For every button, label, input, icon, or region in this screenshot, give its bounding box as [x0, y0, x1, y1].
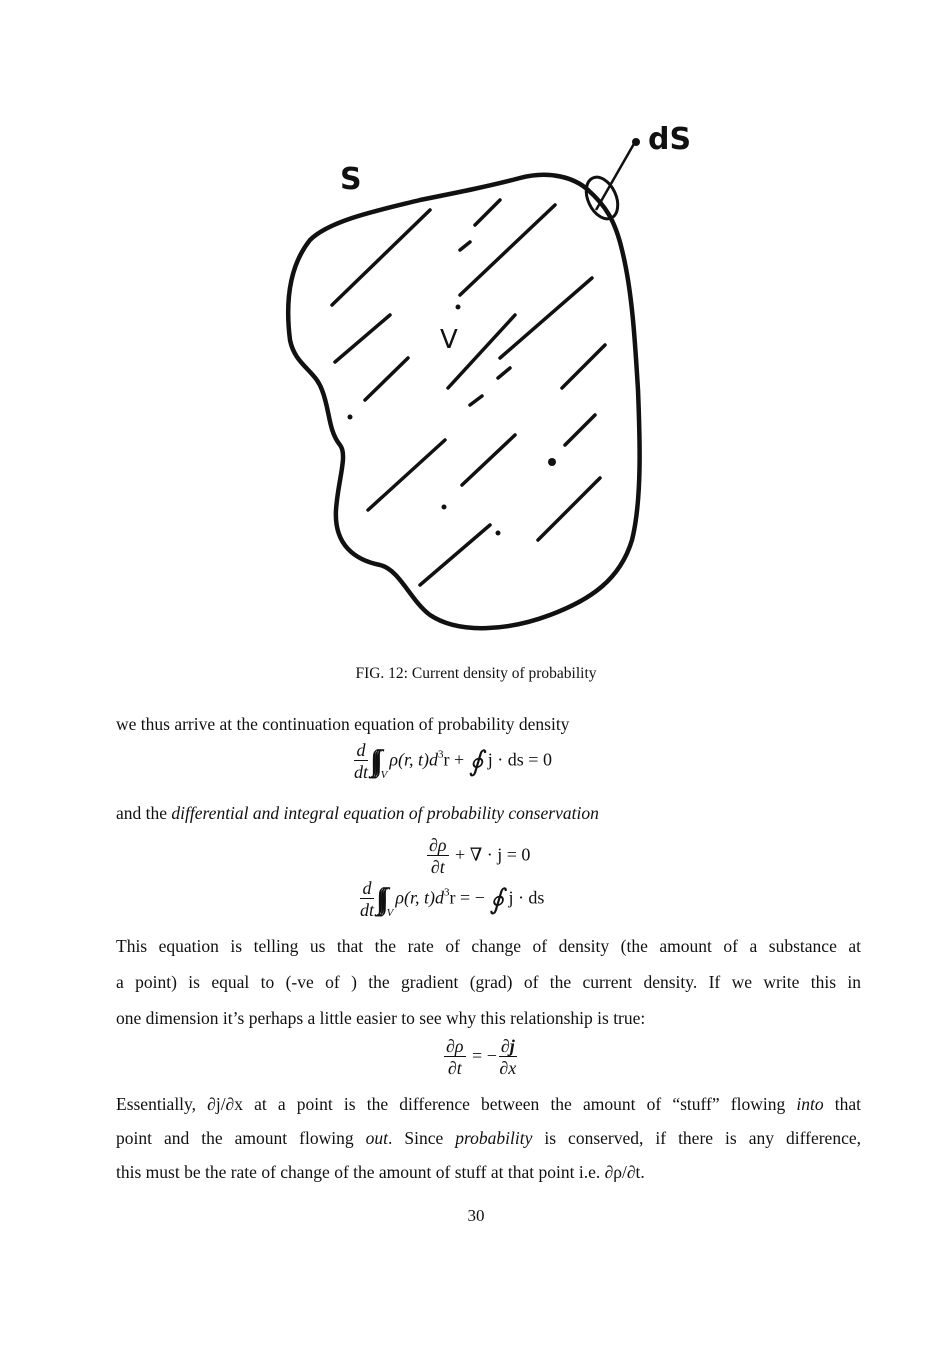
figure-caption: FIG. 12: Current density of probability [355, 665, 597, 682]
blob-diagram [270, 100, 710, 640]
ds-pointer [596, 142, 635, 210]
label-v: V [440, 325, 458, 355]
figure-current-density [270, 100, 710, 640]
label-ds: dS [648, 122, 692, 157]
para1-line3: one dimension it’s perhaps a little easier to see why this relationship is true: [116, 1008, 646, 1028]
equation-differential: $\frac{\partial\rho}{\partial t}$ + ∇ · j = 0 [429, 835, 531, 877]
para1-line1: This equation is telling us that the rate of change of density (the amount of a substance at [116, 936, 861, 956]
equation-1d: $\frac{\partial\rho}{\partial t}$ = − $\frac{\partial j}{\partial x}$ [446, 1036, 517, 1078]
para2-line3: this must be the rate of change of the amount of stuff at that point i.e. ∂ρ/∂t. [116, 1162, 645, 1182]
hatching [332, 200, 605, 585]
intro-text: we thus arrive at the continuation equation of probability density [116, 714, 570, 734]
equation-continuity: $\frac{d}{dt}$ ∫∫∫ $_V$ρ(r, $t)d^3r$ + ∮ j · ds = 0 [354, 740, 552, 782]
page-number: 30 [467, 1206, 485, 1225]
para1-line2: a point) is equal to (-ve of ) the gradient (grad) of the current density. If we write this in [116, 972, 861, 992]
label-s: S [340, 162, 362, 197]
surface-outline [288, 175, 639, 628]
para2-line1: Essentially, ∂j/∂x at a point is the difference between the amount of “stuff” flowing into that [116, 1094, 861, 1114]
conservation-intro: and the differential and integral equation of probability conservation [116, 803, 599, 823]
equation-integral: $\frac{d}{dt}$ ∫∫∫ $_V$ρ(r, $t)d^3r$ = − ∮ j · ds [360, 878, 545, 920]
para2-line2: point and the amount flowing out. Since probability is conserved, if there is any difference, [116, 1128, 861, 1148]
ds-arrow-head [632, 138, 640, 146]
